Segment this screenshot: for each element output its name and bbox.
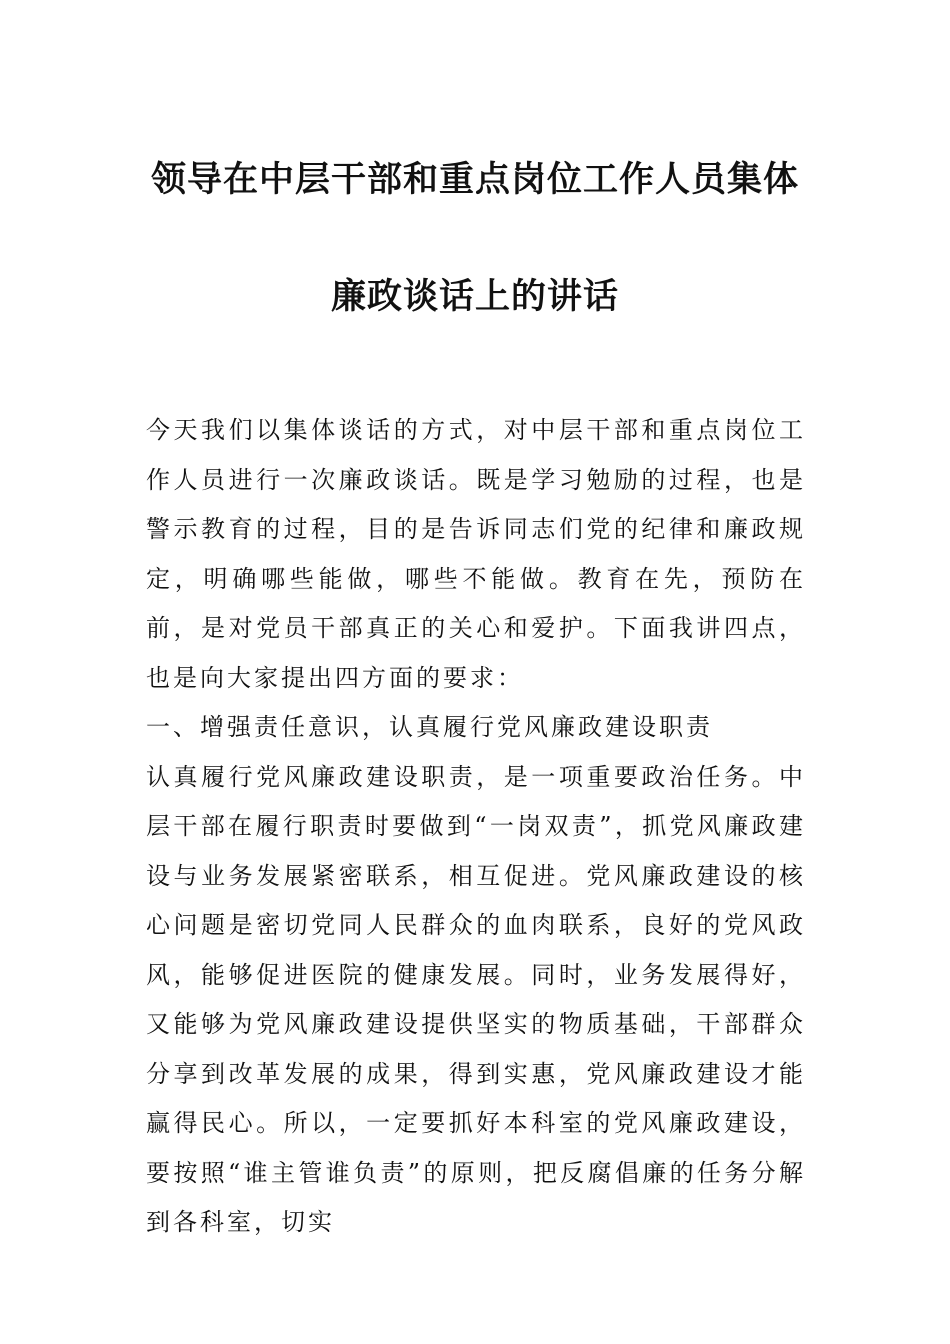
body-text bbox=[146, 406, 806, 1248]
section-heading-1: 一、增强责任意识，认真履行党风廉政建设职责 bbox=[146, 713, 713, 741]
title-line-1: 领导在中层干部和重点岗位工作人员集体 bbox=[150, 159, 799, 200]
paragraph-section-1: 认真履行党风廉政建设职责，是一项重要政治任务。中层干部在履行职责时要做到“一岗双责”，抓党风廉政建设与业务发展紧密联系，相互促进。党风廉政建设的核心问题是密切党同人民群众的血肉联系，良好的党风政风，能够促进医院的健康发展。同时，业务发展得好，又能够为党风廉政建设提供坚实的物质基础，干部群众分享到改革发展的成果，得到实惠，党风廉政建设才能赢得民心。所以，一定要抓好本科室的党风廉政建设，要按照“谁主管谁负责”的原则，把反腐倡廉的任务分解到各科室，切实 bbox=[146, 762, 806, 1236]
title-line-2: 廉政谈话上的讲话 bbox=[330, 276, 619, 317]
paragraph-intro: 今天我们以集体谈话的方式，对中层干部和重点岗位工作人员进行一次廉政谈话。既是学习勉励的过程，也是警示教育的过程，目的是告诉同志们党的纪律和廉政规定，明确哪些能做，哪些不能做。教育在先，预防在前，是对党员干部真正的关心和爱护。下面我讲四点，也是向大家提出四方面的要求： bbox=[146, 416, 806, 692]
